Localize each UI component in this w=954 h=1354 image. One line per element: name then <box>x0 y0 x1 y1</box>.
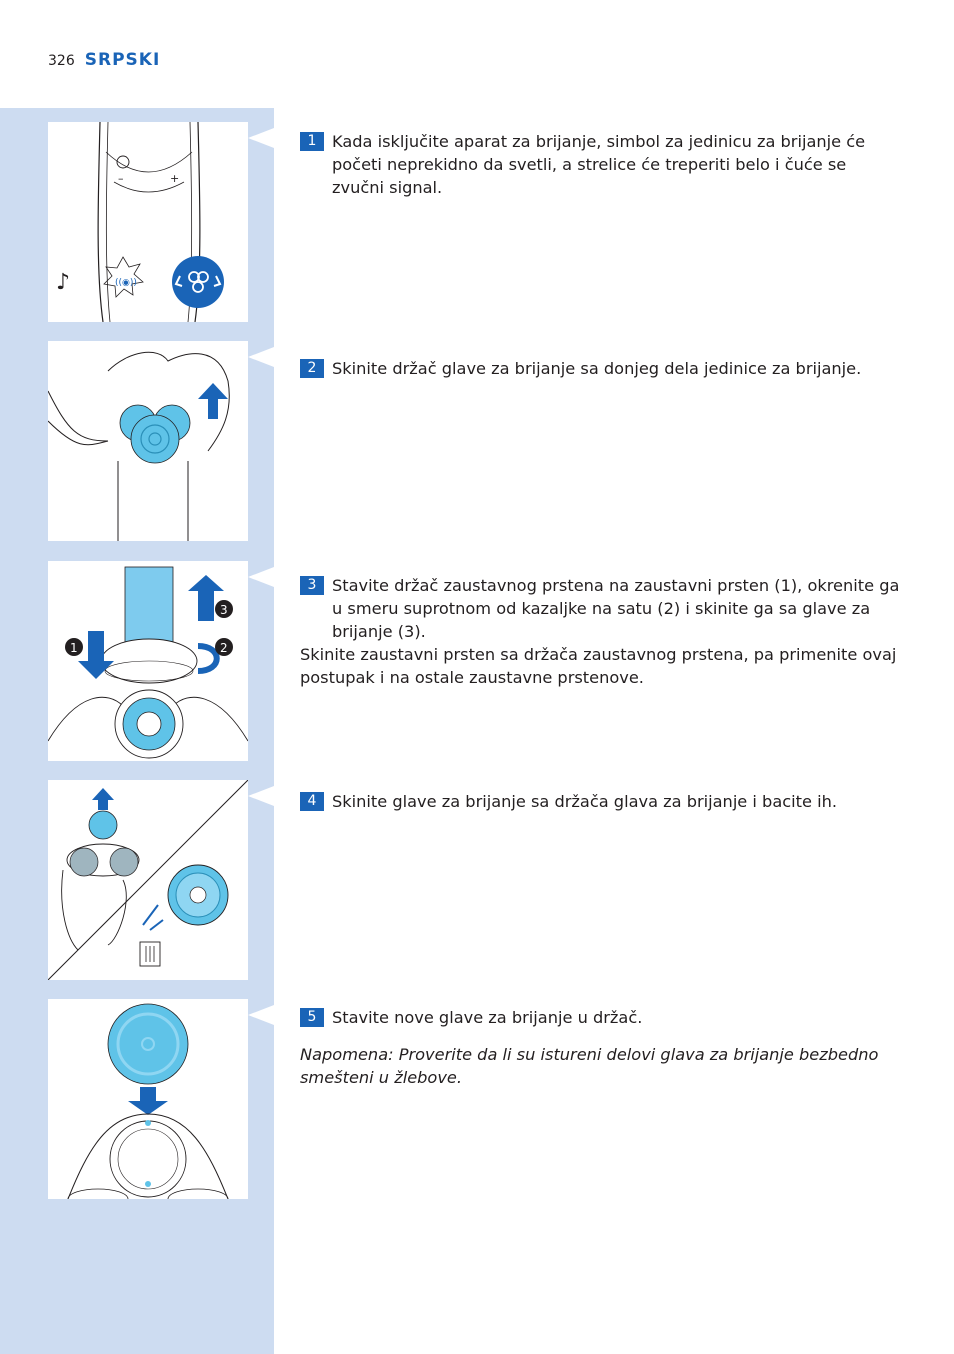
language-heading: SRPSKI <box>84 50 161 70</box>
note-label: Napomena: <box>300 1045 394 1064</box>
note-text: Proverite da li su istureni delovi glava za brijanje bezbedno smešteni u žlebove. <box>300 1045 879 1087</box>
step-1 <box>300 130 900 199</box>
step-number: 1 <box>300 132 324 151</box>
svg-text:((◉)): ((◉)) <box>115 278 137 288</box>
step-number: 3 <box>300 576 324 595</box>
retaining-ring-removal-icon <box>48 561 248 761</box>
step-number: 2 <box>300 359 324 378</box>
illustration-shaver-display <box>48 122 248 322</box>
svg-text:♪: ♪ <box>56 270 71 295</box>
callout-1: 1 <box>70 641 78 655</box>
insert-new-head-icon <box>48 999 248 1199</box>
callout-3: 3 <box>220 603 228 617</box>
step-5 <box>300 1006 900 1089</box>
page-header <box>48 50 160 74</box>
step-extra-text: Skinite zaustavni prsten sa držača zaustavnog prstena, pa primenite ovaj postupak i na ostale zaustavne prstenove. <box>300 645 897 687</box>
step-text: Skinite glave za brijanje sa držača glava za brijanje i bacite ih. <box>332 792 838 811</box>
panel-pointer <box>248 128 274 148</box>
step-3 <box>300 574 900 689</box>
svg-text:–: – <box>118 172 124 185</box>
shaving-head-holder-removal-icon <box>48 341 248 541</box>
illustration-holder-removal <box>48 341 248 541</box>
step-text: Stavite držač zaustavnog prstena na zaustavni prsten (1), okrenite ga u smeru suprotnom od kazaljke na satu (2) i skinite ga sa glave za brijanje (3). <box>332 576 900 641</box>
svg-text:+: + <box>170 172 180 185</box>
step-text: Skinite držač glave za brijanje sa donjeg dela jedinice za brijanje. <box>332 359 862 378</box>
step-text: Kada isključite aparat za brijanje, simbol za jedinicu za brijanje će početi neprekidno da svetli, a strelice će treperiti belo i čuće se zvučni signal. <box>332 132 866 197</box>
step-text: Stavite nove glave za brijanje u držač. <box>332 1008 643 1027</box>
callout-2: 2 <box>220 641 228 655</box>
panel-pointer <box>248 1005 274 1025</box>
step-2 <box>300 357 900 380</box>
panel-pointer <box>248 786 274 806</box>
step-number: 4 <box>300 792 324 811</box>
shaver-display-icon <box>48 122 248 322</box>
illustration-ring-removal <box>48 561 248 761</box>
page-number: 326 <box>48 53 75 69</box>
step-4 <box>300 790 900 813</box>
panel-pointer <box>248 567 274 587</box>
panel-pointer <box>248 347 274 367</box>
illustration-discard-heads <box>48 780 248 980</box>
discard-shaving-heads-icon <box>48 780 248 980</box>
note <box>300 1043 900 1089</box>
step-number: 5 <box>300 1008 324 1027</box>
illustration-insert-head <box>48 999 248 1199</box>
